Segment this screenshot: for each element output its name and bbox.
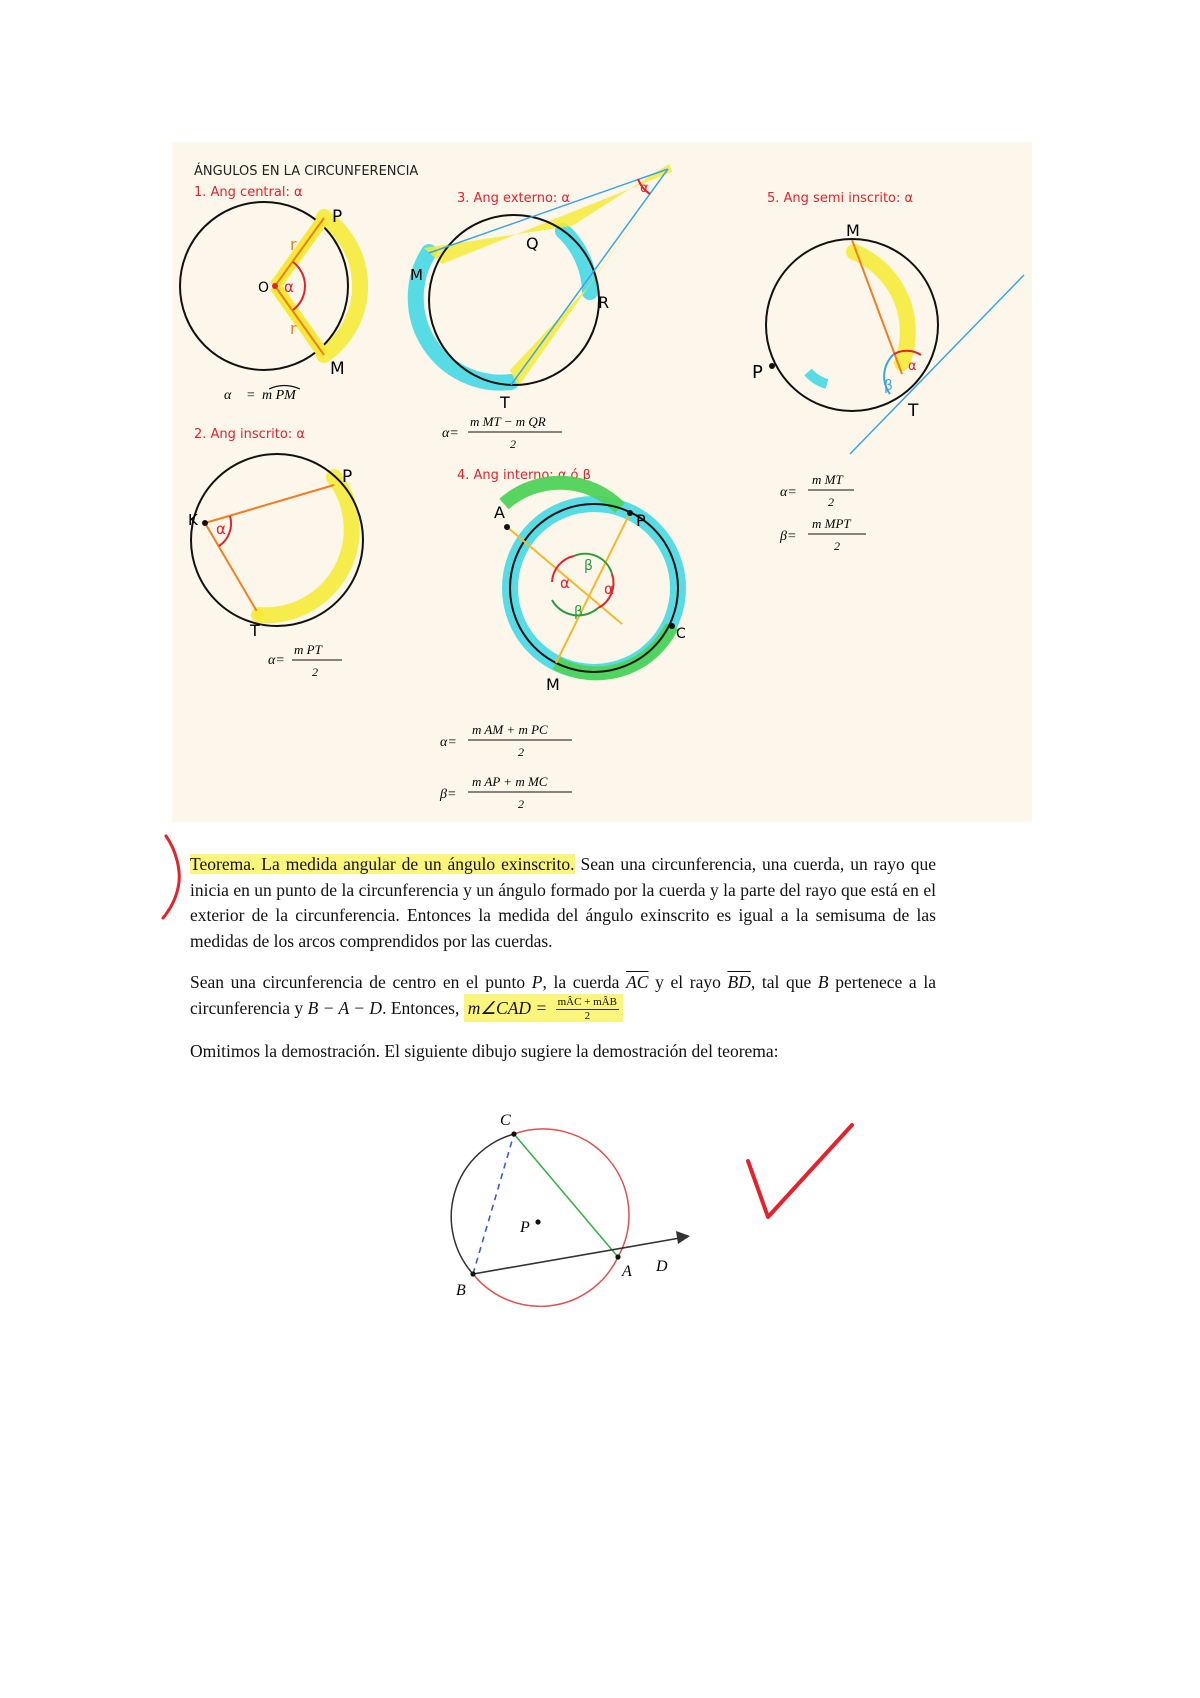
point-label-m: M [546, 675, 560, 694]
setup-text: , tal que [750, 972, 818, 992]
formula-numerator: m MPT [812, 516, 851, 531]
angle-label: α [284, 278, 294, 296]
point-label-p: P [332, 207, 343, 227]
point-b [470, 1271, 475, 1276]
point-label-r: R [598, 293, 610, 312]
point [627, 510, 633, 516]
formula-denominator: 2 [518, 797, 524, 811]
theorem-paragraph [190, 852, 936, 954]
center-p [535, 1219, 540, 1224]
formula-numerator: mÂC + mÂB [557, 995, 618, 1008]
arc-highlight [259, 477, 352, 615]
label-d: D [656, 1258, 668, 1275]
arc-ca [514, 1129, 629, 1257]
chord-kt [205, 523, 259, 615]
ray-bd [473, 1238, 680, 1274]
radius-label: r [290, 235, 297, 254]
formula-lhs: β= [780, 529, 797, 544]
margin-bracket-annotation [160, 832, 190, 922]
formula-denominator: 2 [584, 1009, 591, 1022]
formula-lhs: α= [440, 735, 457, 750]
arc-highlight-cyan [808, 372, 827, 384]
formula-denominator: 2 [834, 539, 840, 553]
point-label-m: M [846, 221, 860, 240]
internal-angle-figure [439, 468, 686, 811]
point-label-p: P [752, 362, 763, 383]
angle-label-alpha: α [560, 574, 570, 592]
angle-arc [293, 262, 305, 310]
point [769, 363, 775, 369]
center-point [272, 283, 278, 289]
formula-numerator: m MT [812, 472, 843, 487]
external-angle-heading: 3. Ang externo: α [457, 191, 571, 206]
theorem-formula-highlight [464, 994, 623, 1022]
point-a [615, 1254, 620, 1259]
angles-figure [172, 142, 1032, 822]
chord-ac: $\overline{AC}$ [626, 972, 649, 992]
formula-lhs: α= [780, 485, 797, 500]
formula-numerator: m AP + m MC [472, 774, 548, 789]
formula-denominator: 2 [828, 495, 834, 509]
point-label-k: K [188, 511, 198, 529]
formula-numerator: m MT − m QR [470, 414, 546, 429]
setup-text: y el rayo [648, 972, 728, 992]
theorem-body: Sean una circunferencia, una cuerda, un rayo que inicia en un punto de la circunferencia y un ángulo formado por la cuerda y la parte del rayo que está en el exterior de la circunferencia. Entonces la medida del ángulo exinscrito es igual a la semisuma de las medidas de los arcos comprendidos por las cuerdas. [190, 854, 936, 951]
external-angle-figure [410, 164, 672, 451]
angle-label-beta: β [584, 558, 593, 574]
label-b: B [456, 1282, 466, 1299]
angle-label-alpha: α [604, 580, 614, 598]
check-mark-icon [740, 1115, 860, 1225]
central-angle-heading: 1. Ang central: α [194, 185, 303, 200]
panel-title: ÁNGULOS EN LA CIRCUNFERENCIA [194, 164, 419, 179]
formula-rhs: m PM [262, 388, 296, 403]
semi-inscribed-angle-figure [752, 191, 1024, 553]
betweenness: B − A − D [307, 997, 383, 1018]
arc-bc [451, 1134, 514, 1274]
circle [191, 454, 363, 626]
formula-denominator: 2 [510, 437, 516, 451]
setup-text: . Entonces, [382, 997, 464, 1018]
point-label-a: A [494, 503, 505, 522]
central-angle-figure [180, 185, 360, 403]
theorem-text [190, 852, 936, 1080]
formula-lhs: α= [442, 426, 459, 441]
angles-figure-panel [172, 142, 1032, 822]
chord-kp [205, 485, 334, 523]
formula-eq: = [246, 388, 256, 403]
setup-text: Sean una circunferencia de centro en el punto [190, 972, 532, 992]
point-p: P [531, 972, 543, 992]
point-label-m: M [330, 359, 345, 379]
arc-highlight [324, 217, 360, 355]
semi-inscribed-angle-heading: 5. Ang semi inscrito: α [767, 191, 914, 206]
point-c [511, 1131, 516, 1136]
formula-numerator: m AM + m PC [472, 722, 548, 737]
radius-label: r [290, 319, 297, 338]
setup-text: , la cuerda [542, 972, 627, 992]
chord-bc-dashed [473, 1134, 514, 1274]
formula-lhs: β= [440, 787, 457, 802]
label-p: P [520, 1219, 530, 1236]
point-b: B [817, 972, 829, 992]
angle-label-beta: β [884, 378, 893, 394]
angle-label: α [640, 181, 649, 196]
point-label-p: P [636, 511, 646, 530]
angle-arc [574, 554, 612, 574]
point-label-t: T [908, 401, 919, 421]
point-label-q: Q [526, 234, 539, 253]
theorem-title-highlight: Teorema. La medida angular de un ángulo exinscrito. [190, 854, 575, 874]
point-label-m: M [410, 266, 423, 284]
setup-paragraph [190, 970, 936, 1023]
formula-numerator: m PT [294, 642, 322, 657]
secant-line [429, 169, 668, 253]
formula-denominator: 2 [518, 745, 524, 759]
internal-angle-heading: 4. Ang interno: α ó β [457, 468, 591, 483]
inscribed-angle-heading: 2. Ang inscrito: α [194, 427, 305, 442]
label-c: C [500, 1112, 511, 1129]
ray-arrowhead [676, 1231, 690, 1244]
angle-label: α [216, 520, 226, 538]
arc-ab [473, 1257, 618, 1306]
arc-highlight-mc [556, 626, 672, 673]
ray-bd: $\overline{BD}$ [727, 972, 751, 992]
inscribed-angle-figure [188, 427, 363, 679]
setup-text: pertenece a la circunferencia y [190, 972, 936, 1018]
angle-label-alpha: α [908, 359, 917, 374]
point-label-t: T [250, 621, 260, 640]
point-label-c: C [676, 626, 686, 642]
omission-paragraph: Omitimos la demostración. El siguiente dibujo sugiere la demostración del teorema: [190, 1040, 779, 1061]
label-a: A [622, 1263, 632, 1280]
point-label-p: P [342, 467, 353, 487]
vertex-point [202, 520, 208, 526]
formula-lhs: α= [268, 653, 285, 668]
endpoint-highlight [254, 610, 264, 620]
proof-figure [440, 1098, 710, 1318]
point [504, 524, 510, 530]
formula-lhs: m∠CAD = [467, 997, 552, 1018]
formula-fraction [556, 996, 619, 1023]
formula-lhs: α [224, 388, 232, 403]
point [669, 623, 675, 629]
radius-op [275, 218, 324, 286]
formula-denominator: 2 [312, 665, 318, 679]
point-label-t: T [500, 393, 510, 412]
angle-label-beta: β [574, 604, 583, 620]
point-label-o: O [258, 280, 270, 296]
radius-om [275, 286, 324, 355]
